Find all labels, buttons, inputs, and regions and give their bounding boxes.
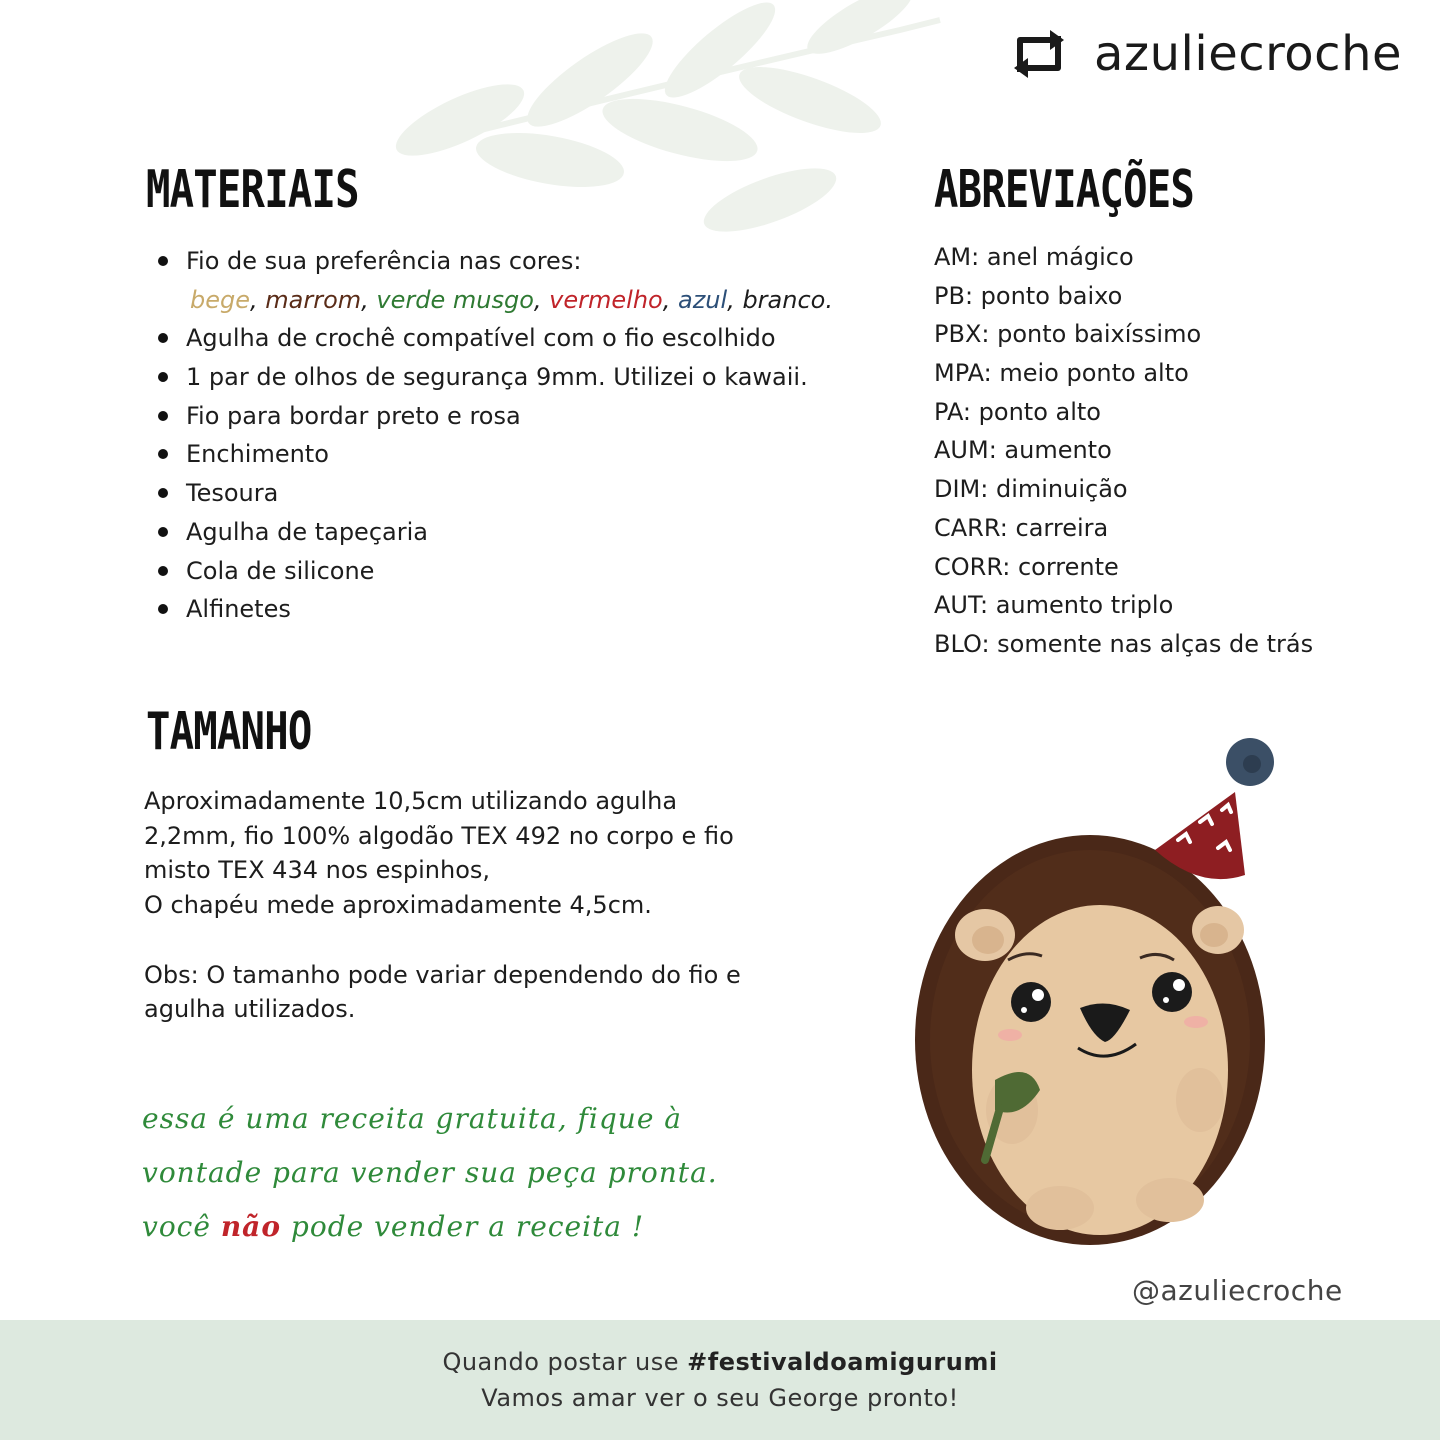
color-verde-musgo: verde musgo <box>376 285 534 314</box>
footer-line: Vamos amar ver o seu George pronto! <box>481 1384 959 1412</box>
list-item: Enchimento <box>158 435 858 474</box>
abreviacoes-list <box>934 238 1313 664</box>
handwritten-note <box>142 1092 718 1254</box>
hashtag-link[interactable]: #festivaldoamigurumi <box>687 1348 998 1376</box>
footer-banner <box>0 1320 1440 1440</box>
abbr-item: BLO: somente nas alças de trás <box>934 629 1314 658</box>
abbr-item: CORR: corrente <box>934 552 1119 581</box>
photo-credit: @azuliecroche <box>1132 1274 1343 1307</box>
bullet-icon <box>158 449 168 459</box>
list-item: Agulha de tapeçaria <box>158 513 858 552</box>
list-item: Alfinetes <box>158 590 858 629</box>
bullet-icon <box>158 566 168 576</box>
bullet-icon <box>158 256 168 266</box>
hedgehog-amigurumi-photo <box>900 730 1310 1260</box>
abbr-item: CARR: carreira <box>934 513 1109 542</box>
left-eye <box>1011 982 1051 1022</box>
abbr-item: PBX: ponto baixíssimo <box>934 320 1202 349</box>
obs-line: Obs: O tamanho pode variar dependendo do fio e <box>144 960 741 989</box>
bullet-icon <box>158 604 168 614</box>
color-vermelho: vermelho <box>549 285 663 314</box>
list-item: Cola de silicone <box>158 552 858 591</box>
note-line: você não pode vender a receita ! <box>142 1210 645 1243</box>
repost-header <box>1006 26 1402 82</box>
tamanho-text <box>144 784 784 1027</box>
bullet-icon <box>158 488 168 498</box>
abbr-item: AUM: aumento <box>934 436 1112 465</box>
list-item: 1 par de olhos de segurança 9mm. Utilizei o kawaii. <box>158 358 858 397</box>
tamanho-line: misto TEX 434 nos espinhos, <box>144 856 491 885</box>
abbr-item: AM: anel mágico <box>934 243 1134 271</box>
list-item: Fio para bordar preto e rosa <box>158 397 858 436</box>
list-item: Fio de sua preferência nas cores: <box>158 242 858 281</box>
abbr-item: PB: ponto baixo <box>934 281 1123 310</box>
bullet-icon <box>158 411 168 421</box>
tamanho-line: Aproximadamente 10,5cm utilizando agulha <box>144 787 678 815</box>
repost-handle[interactable]: azuliecroche <box>1094 26 1403 82</box>
bullet-icon <box>158 372 168 382</box>
right-arm <box>1176 1068 1224 1132</box>
abreviacoes-heading: ABREVIAÇÕES <box>934 160 1195 220</box>
color-branco: branco. <box>742 285 833 314</box>
color-marrom: marrom <box>265 285 362 314</box>
abbr-item: MPA: meio ponto alto <box>934 359 1189 388</box>
color-azul: azul <box>677 285 728 314</box>
list-item: Tesoura <box>158 474 858 513</box>
materiais-list <box>158 242 858 629</box>
yarn-colors-line: bege, marrom, verde musgo, vermelho, azul, branco. <box>190 285 833 314</box>
note-line: essa é uma receita gratuita, fique à <box>142 1102 682 1135</box>
tamanho-line: 2,2mm, fio 100% algodão TEX 492 no corpo e fio <box>144 821 734 850</box>
note-line: vontade para vender sua peça pronta. <box>142 1156 718 1189</box>
bullet-icon <box>158 333 168 343</box>
tamanho-heading: TAMANHO <box>146 702 312 762</box>
nao-emphasis: não <box>220 1210 282 1243</box>
tamanho-line: O chapéu mede aproximadamente 4,5cm. <box>144 891 652 920</box>
left-foot <box>1026 1186 1094 1230</box>
right-foot <box>1136 1178 1204 1222</box>
footer-line: Quando postar use #festivaldoamigurumi <box>442 1348 998 1376</box>
right-eye <box>1152 972 1192 1012</box>
abbr-item: DIM: diminuição <box>934 475 1128 504</box>
materiais-heading: MATERIAIS <box>146 160 359 220</box>
repost-icon <box>1006 28 1072 80</box>
bullet-icon <box>158 527 168 537</box>
abbr-item: PA: ponto alto <box>934 397 1101 426</box>
color-bege: bege <box>190 285 250 314</box>
obs-line: agulha utilizados. <box>144 995 356 1024</box>
list-item: Agulha de crochê compatível com o fio escolhido <box>158 319 858 358</box>
abbr-item: AUT: aumento triplo <box>934 591 1174 620</box>
